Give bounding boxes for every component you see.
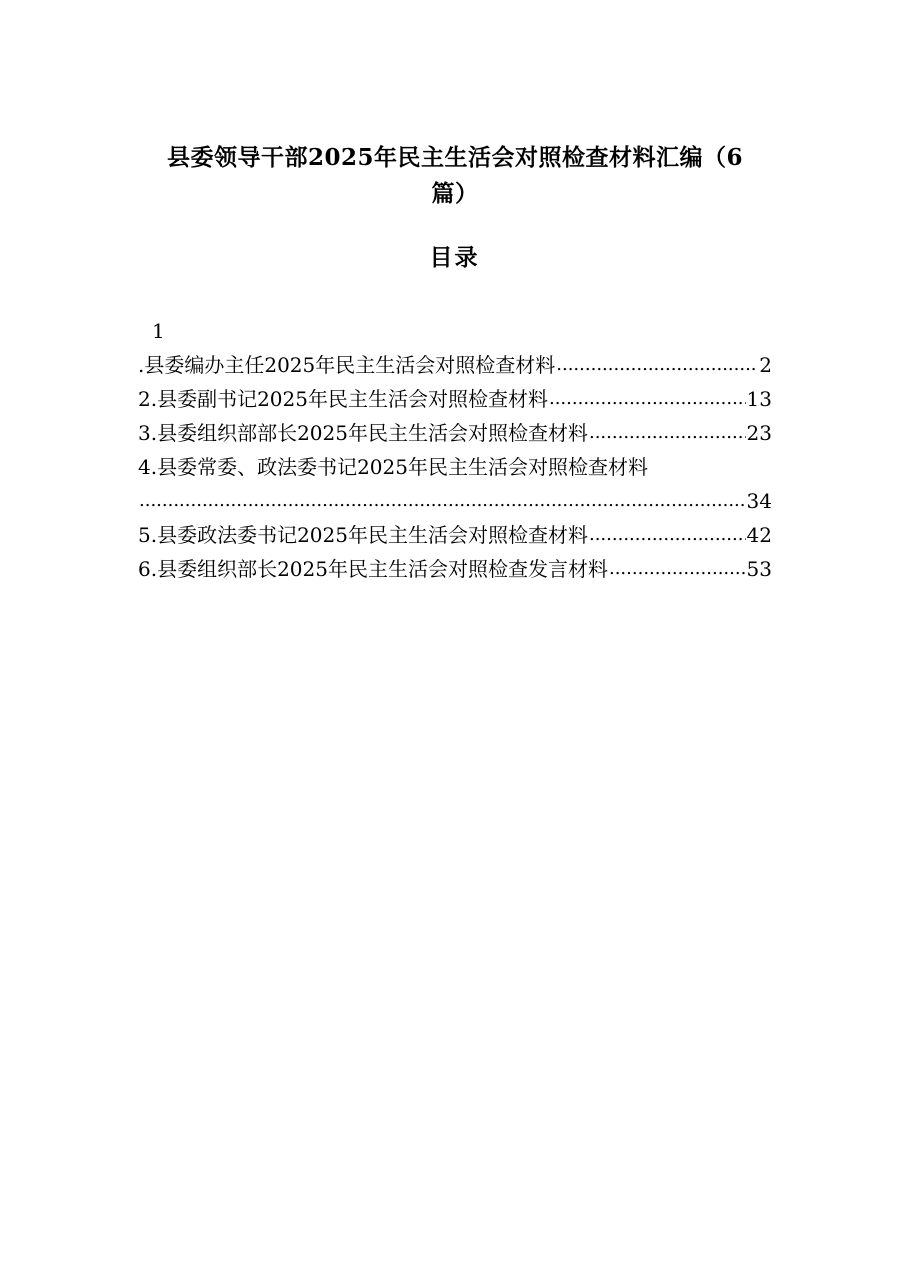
toc-entry-label[interactable]: 6.县委组织部长2025年民主生活会对照检查发言材料 <box>138 557 608 581</box>
toc-entry-label[interactable]: 3.县委组织部部长2025年民主生活会对照检查材料 <box>138 421 588 445</box>
toc-entry-6[interactable] <box>138 552 772 586</box>
toc-entry-1-number: 1 <box>152 319 165 343</box>
toc-leader-dots <box>589 518 746 552</box>
toc-leader-dots <box>589 416 746 450</box>
toc-page-number: 23 <box>746 421 772 445</box>
toc-entry-5[interactable] <box>138 518 772 552</box>
toc-entry-1-number-line <box>138 314 772 348</box>
table-of-contents <box>138 314 772 586</box>
toc-entry-1[interactable] <box>138 348 772 382</box>
document-title: 县委领导干部2025年民主生活会对照检查材料汇编（6篇） <box>166 144 744 207</box>
toc-page-number: 42 <box>746 523 772 547</box>
toc-entry-label[interactable]: 2.县委副书记2025年民主生活会对照检查材料 <box>138 387 548 411</box>
toc-entry-4[interactable] <box>138 450 772 484</box>
toc-leader-dots <box>609 552 746 586</box>
toc-entry-3[interactable] <box>138 416 772 450</box>
toc-leader-dots <box>549 382 746 416</box>
toc-entry-label[interactable]: 5.县委政法委书记2025年民主生活会对照检查材料 <box>138 523 588 547</box>
toc-page-number: 2 <box>759 353 772 377</box>
toc-page-number: 53 <box>746 557 772 581</box>
toc-entry-4-continuation <box>138 484 772 518</box>
toc-leader-dots <box>139 484 746 518</box>
toc-entry-label[interactable]: .县委编办主任2025年民主生活会对照检查材料 <box>138 353 556 377</box>
toc-page-number: 34 <box>746 489 772 513</box>
toc-page-number: 13 <box>746 387 772 411</box>
toc-entry-label[interactable]: 4.县委常委、政法委书记2025年民主生活会对照检查材料 <box>138 455 648 479</box>
toc-heading: 目录 <box>429 244 480 271</box>
toc-leader-dots <box>556 348 758 382</box>
toc-entry-2[interactable] <box>138 382 772 416</box>
